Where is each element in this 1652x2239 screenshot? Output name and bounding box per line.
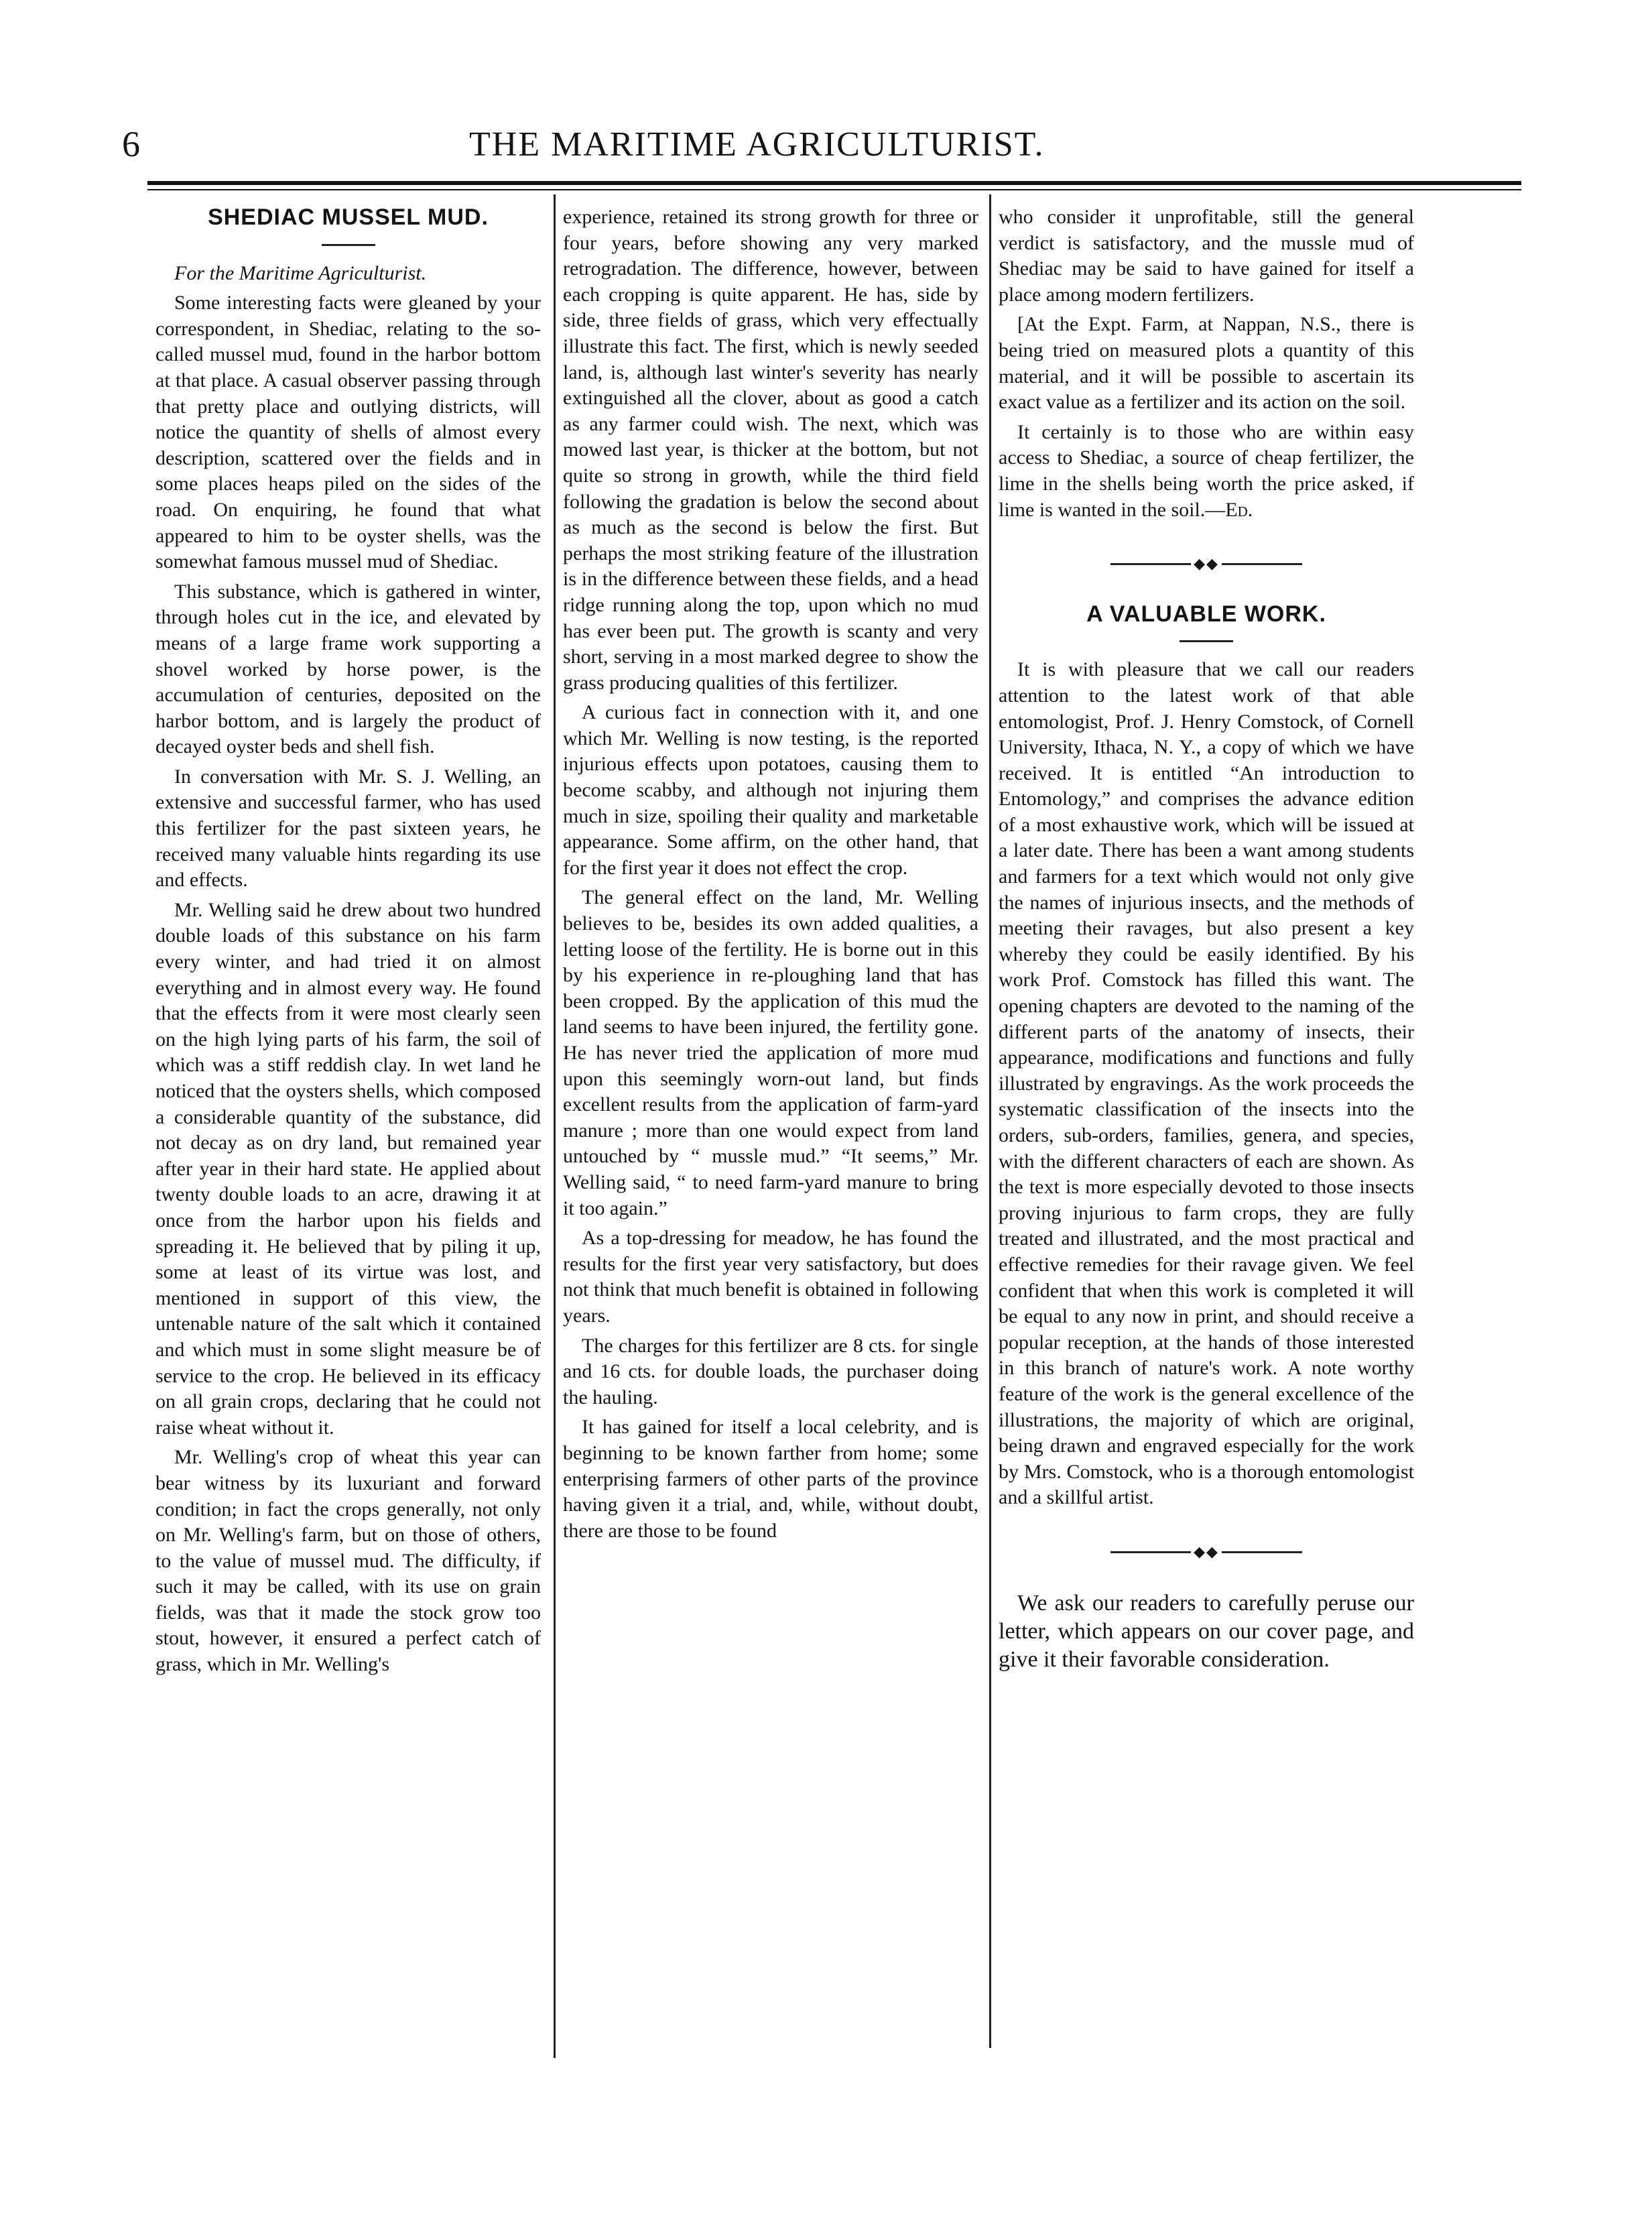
paragraph: This substance, which is gathered in winter, through holes cut in the ice, and elevated by means of a large frame work supporting a shovel worked by horse power, is the accumulation of centuries, deposited on the harbor bottom, and is largely the product of decayed oyster beds and shell fish. — [155, 580, 541, 758]
header-rule — [147, 181, 1521, 185]
paragraph: who consider it unprofitable, still the general verdict is satisfactory, and the mussle mud of Shediac may be said to have gained for itself a place among modern fertilizers. — [999, 206, 1414, 306]
paragraph — [999, 420, 1414, 523]
title-rule — [1180, 640, 1233, 642]
ornament-line — [1110, 1551, 1191, 1553]
paragraph: [At the Expt. Farm, at Nappan, N.S., there is being tried on measured plots a quantity of this material, and it will be possible to ascertain its exact value as a fertilizer and its action on the soil. — [999, 313, 1414, 414]
page-number: 6 — [122, 124, 140, 164]
column-divider — [989, 194, 991, 2048]
editor-mark: Ed. — [1225, 498, 1253, 521]
paragraph: It is with pleasure that we call our readers attention to the latest work of that able entomologist, Prof. J. Henry Comstock, of Cornell University, Ithaca, N. Y., a copy of which we have received. It is entitled “An introduction to Entomology,” and comprises the advance edition of a most exhaustive work, which will be issued at a later date. There has been a want among students and farmers for a text which would not only give the names of injurious insects, and the methods of meeting their ravages, but also present a key whereby they could be easily identified. By his work Prof. Comstock has filled this want. The opening chapters are devoted to the naming of the different parts of the anatomy of insects, their appearance, modifications and functions and fully illustrated by engravings. As the work proceeds the systematic classification of the insects into the orders, sub-orders, families, genera, and species, with the different characters of each are shown. As the text is more especially devoted to those insects proving injurious to farm crops, they are fully treated and illustrated, and the most practical and effective remedies for their ravage given. We feel confident that when this work is completed it will be equal to any now in print, and should receive a popular reception, at the hands of those interested in this branch of nature's work. A note worthy feature of the work is the general excellence of the illustrations, the majority of which are original, being drawn and engraved especially for the work by Mrs. Comstock, who is a thorough entomologist and a skillful artist. — [999, 658, 1414, 1509]
running-head: THE MARITIME AGRICULTURIST. — [469, 125, 1045, 164]
column-2 — [563, 204, 978, 1548]
paragraph: experience, retained its strong growth for three or four years, before showing any very marked retrogradation. The difference, however, between each cropping is quite apparent. He has, side by side, three fields of grass, which very effectually illustrate this fact. The first, which is newly seeded land, is, although last winter's severity has nearly extinguished all the clover, about as good a catch as any farmer could wish. The next, which was mowed last year, is thicker at the bottom, but not quite so strong in growth, while the third field following the gradation is below the second about as much as the second is below the first. But perhaps the most striking feature of the illustration is in the difference between these fields, and a head ridge running along the top, upon which no mud has ever been put. The growth is scanty and very short, serving in a most marked degree to show the grass producing qualities of this fertilizer. — [563, 206, 978, 694]
reader-note: We ask our readers to carefully peruse our letter, which appears on our cover page, and give it their favorable consideration. — [999, 1590, 1414, 1672]
byline: For the Maritime Agriculturist. — [174, 261, 427, 284]
column-divider — [554, 194, 556, 2058]
column-3 — [999, 204, 1414, 1678]
ornament-line — [1222, 1551, 1302, 1553]
paragraph: The charges for this fertilizer are 8 cts. for single and 16 cts. for double loads, the purchaser doing the hauling. — [563, 1334, 978, 1408]
paragraph: Mr. Welling's crop of wheat this year can bear witness by its luxuriant and forward condition; in fact the crops generally, not only on Mr. Welling's farm, but on those of others, to the value of mussel mud. The difficulty, if such it may be called, with its use on grain fields, was that it made the stock grow too stout, however, it ensured a perfect catch of grass, which in Mr. Welling's — [155, 1446, 541, 1676]
ornament-line — [1110, 563, 1191, 565]
paragraph: Some interesting facts were gleaned by your correspondent, in Shediac, relating to the so-called mussel mud, found in the harbor bottom at that place. A casual observer passing through that pretty place and outlying districts, will notice the quantity of shells of almost every description, scattered over the fields and in some places heaps piled on the sides of the road. On enquiring, he found that what appeared to him to be oyster shells, was the somewhat famous mussel mud of Shediac. — [155, 292, 541, 573]
paragraph: In conversation with Mr. S. J. Welling, an extensive and successful farmer, who has used this fertilizer for the past sixteen years, he received many valuable hints regarding its use and effects. — [155, 765, 541, 892]
paragraph: Mr. Welling said he drew about two hundred double loads of this substance on his farm every winter, and had tried it on almost everything and in almost every way. He found that the effects from it were most clearly seen on the high lying parts of his farm, the soil of which was a stiff reddish clay. In wet land he noticed that the oysters shells, which composed a considerable quantity of the substance, did not decay as on dry land, but remained year after year in their hard state. He applied about twenty double loads to an acre, drawing it at once from the harbor upon his fields and spreading it. He believed that by piling it up, some at least of its virtue was lost, and mentioned in support of this view, the untenable nature of the salt which it contained and which must in some slight measure be of service to the crop. He believed in its efficacy on all grain crops, declaring that he could not raise wheat without it. — [155, 898, 541, 1439]
paragraph: It has gained for itself a local celebrity, and is beginning to be known farther from home; some enterprising farmers of other parts of the province having given it a trial, and, while, without doubt, there are those to be found — [563, 1416, 978, 1542]
paragraph-text: It certainly is to those who are within easy access to Shediac, a source of cheap fertilizer, the lime in the shells being worth the price asked, if lime is wanted in the soil.— — [999, 420, 1414, 521]
ornament-diamonds: ◆◆ — [1194, 555, 1219, 572]
section-ornament — [999, 1539, 1414, 1565]
title-rule — [322, 244, 375, 246]
article-title: SHEDIAC MUSSEL MUD. — [208, 204, 489, 230]
header-rule-thin — [147, 189, 1521, 190]
paragraph: As a top-dressing for meadow, he has found the results for the first year very satisfactory, but does not think that much benefit is obtained in following years. — [563, 1227, 978, 1327]
column-1 — [155, 204, 541, 1682]
article-title: A VALUABLE WORK. — [1086, 601, 1326, 627]
section-ornament — [999, 551, 1414, 577]
paragraph: A curious fact in connection with it, and one which Mr. Welling is now testing, is the reported injurious effects upon potatoes, causing them to become scabby, and although not injuring them much in size, spoiling their quality and marketable appearance. Some affirm, on the other hand, that for the first year it does not effect the crop. — [563, 701, 978, 879]
ornament-diamonds: ◆◆ — [1194, 1542, 1219, 1560]
ornament-line — [1222, 563, 1302, 565]
paragraph: The general effect on the land, Mr. Welling believes to be, besides its own added qualities, a letting loose of the fertility. He is borne out in this by his experience in re-ploughing land that has been cropped. By the application of this mud the land seems to have been injured, the fertility gone. He has never tried the application of more mud upon this seemingly worn-out land, but finds excellent results from the application of farm-yard manure ; more than one would expect from land untouched by “ mussle mud.” “It seems,” Mr. Welling said, “ to need farm-yard manure to bring it too again.” — [563, 886, 978, 1219]
